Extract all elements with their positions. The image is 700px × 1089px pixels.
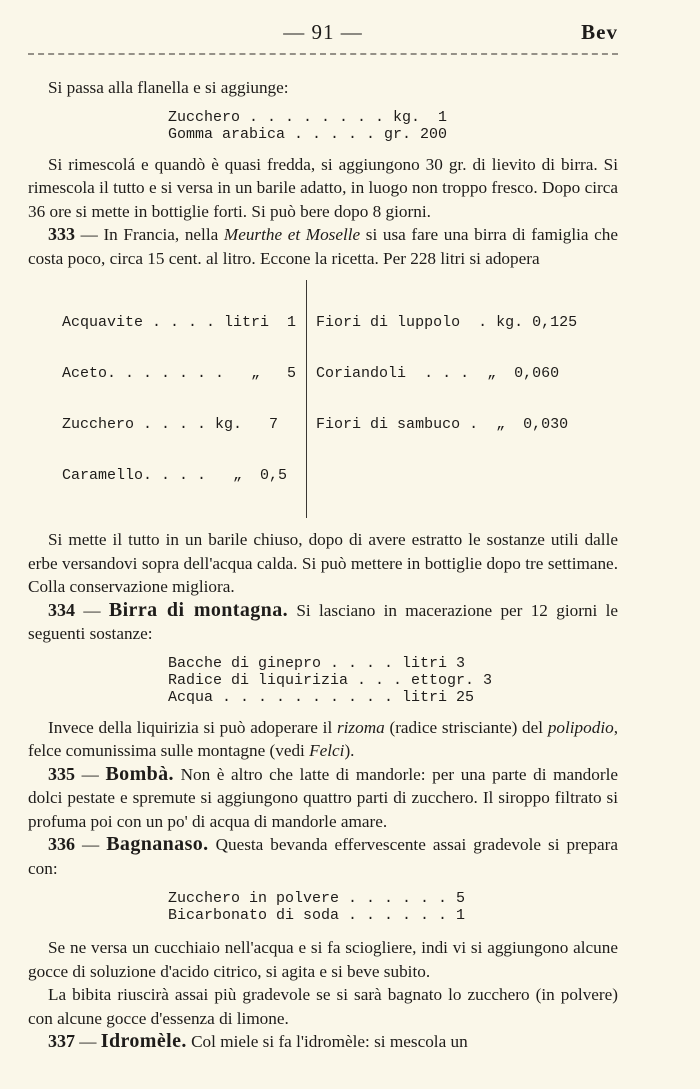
paragraph-variation: La bibita riuscirà assai più gradevole se si sarà bagnato lo zucchero (in polvere) con alcune gocce d'essenza di limone. (28, 985, 618, 1028)
dash: — (75, 764, 106, 784)
recipe-line: Coriandoli . . . „ 0,060 (316, 365, 560, 382)
recipe-number: 335 (48, 763, 75, 784)
italic-term: polipodio (547, 717, 614, 737)
recipe-column-left (62, 280, 307, 518)
paragraph-text: In Francia, nella (103, 225, 224, 244)
recipe-line: Caramello. . . . „ 0,5 (62, 467, 288, 484)
dash: — (75, 225, 104, 244)
recipe-title: Birra di montagna. (108, 598, 288, 621)
paragraph-335 (28, 763, 618, 834)
paragraph-fermentation: Si rimescolá e quandò è quasi fredda, si aggiungono 30 gr. di lievito di birra. Si rimescola il tutto e si versa in un barile adatto, in luogo non troppo fresco. Dopo circa 36 ore si mette in bottiglie forti. Si può bere dopo 8 giorni. (28, 154, 618, 221)
paragraph-333 (28, 223, 618, 270)
cross-reference: Felci (309, 741, 345, 760)
paragraph-text: Non è altro che latte di mandorle: per una parte di mandorle dolci pestate e spremute si aggiungono quattro parti di zucchero. Il siroppo filtrato si profuma poi con un po' di acqua di mandorle amare. (28, 764, 618, 831)
recipe-number: 334 (48, 599, 75, 620)
recipe-line: Zucchero . . . . . . . . kg. 1 (168, 108, 448, 126)
italic-term: rizoma (336, 717, 385, 737)
page-header (28, 20, 618, 50)
paragraph-text: Si lasciano in macerazione per 12 giorni le seguenti sostanze: (28, 600, 619, 643)
page-number: — 91 — (283, 20, 363, 44)
recipe-line: Acqua . . . . . . . . . . litri 25 (168, 688, 475, 706)
paragraph-336 (28, 833, 618, 880)
book-page (28, 20, 619, 1052)
recipe-line: Fiori di sambuco . „ 0,030 (316, 416, 569, 433)
recipe-line: Aceto. . . . . . . „ 5 (62, 365, 297, 382)
paragraph-text: Questa bevanda effervescente assai gradevole si prepara con: (28, 835, 618, 878)
paragraph-storage: Si mette il tutto in un barile chiuso, dopo di avere estratto le sostanze utili dalle erbe versandovi sopra dell'acqua calda. Si può mettere in bottiglie dopo tre settimane. Colla conservazione migliora. (28, 530, 618, 596)
recipe-line: Radice di liquirizia . . . ettogr. 3 (168, 671, 493, 689)
recipe-line: Bicarbonato di soda . . . . . . 1 (168, 907, 466, 924)
recipe-title: Bagnanaso. (106, 833, 209, 855)
paragraph-instructions: Se ne versa un cucchiaio nell'acqua e si fa sciogliere, indi vi si aggiungono alcune gocce di soluzione d'acido citrico, si agita e si beve subito. (28, 938, 618, 981)
recipe-line: Bacche di ginepro . . . . litri 3 (168, 654, 466, 672)
recipe-list-334 (28, 655, 618, 706)
paragraph-337 (28, 1030, 618, 1054)
recipe-number: 336 (48, 834, 75, 854)
place-name: Meurthe et Moselle (223, 225, 361, 244)
running-head: Bev (581, 20, 618, 44)
recipe-list-1 (28, 109, 618, 143)
paragraph-liquorice (28, 716, 618, 763)
recipe-number: 337 (48, 1031, 75, 1051)
dash: — (75, 600, 109, 620)
recipe-column-right (307, 280, 577, 518)
recipe-line: Zucchero in polvere . . . . . . 5 (168, 890, 466, 907)
header-rule (28, 53, 618, 55)
paragraph-334 (28, 599, 618, 646)
recipe-title: Idromèle. (100, 1030, 187, 1052)
paragraph-text: (radice strisciante) del (384, 717, 548, 737)
paragraph-text: si usa fare una birra di famiglia che costa poco, circa 15 cent. al litro. Eccone la ricetta. Per 228 litri si adopera (28, 225, 618, 268)
recipe-table-333 (62, 280, 618, 518)
recipe-list-336 (28, 890, 618, 924)
recipe-line: Gomma arabica . . . . . gr. 200 (168, 125, 448, 143)
paragraph-text: Invece della liquirizia si può adoperare il (48, 717, 337, 737)
recipe-line: Zucchero . . . . kg. 7 (62, 416, 279, 433)
paragraph-text: Col miele si fa l'idromèle: si mescola un (186, 1032, 468, 1051)
recipe-number: 333 (48, 224, 75, 244)
paragraph-text: , felce comunissima sulle montagne (vedi (28, 717, 618, 760)
recipe-line: Acquavite . . . . litri 1 (62, 314, 297, 331)
paragraph-text: ). (344, 741, 355, 760)
dash: — (75, 835, 107, 854)
dash: — (75, 1032, 101, 1051)
recipe-title: Bombà. (105, 762, 174, 785)
recipe-line: Fiori di luppolo . kg. 0,125 (316, 314, 578, 331)
paragraph-intro: Si passa alla flanella e si aggiunge: (48, 78, 289, 97)
page-body (28, 76, 618, 1054)
